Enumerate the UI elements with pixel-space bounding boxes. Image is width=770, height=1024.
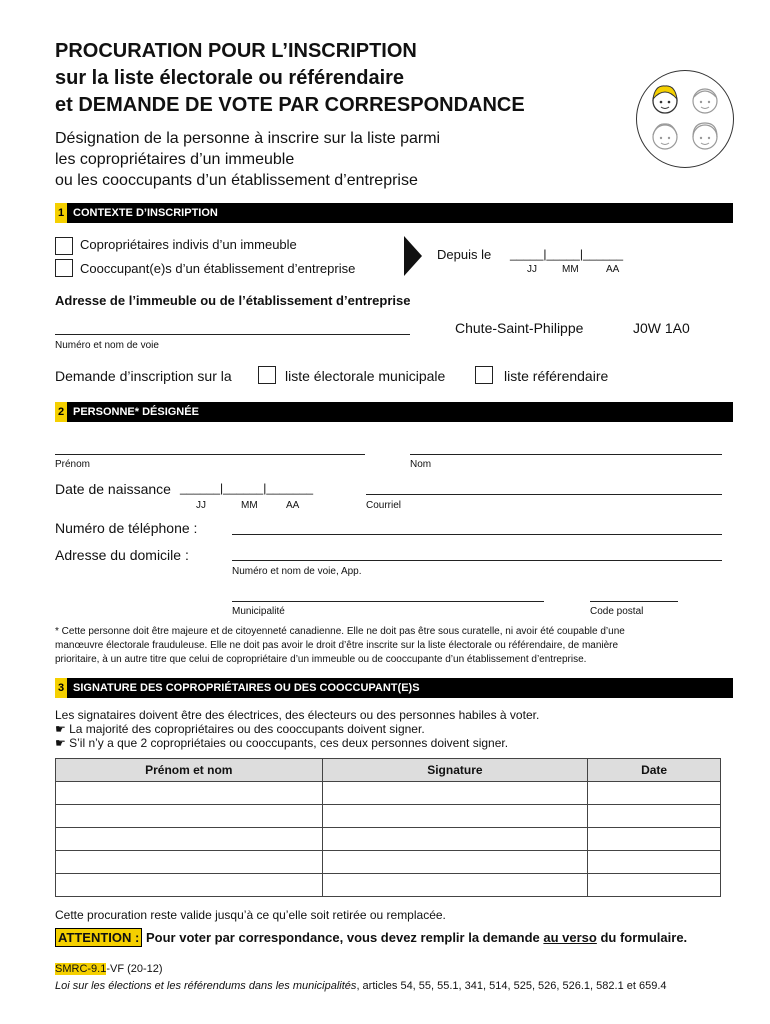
attention-text-underlined: au verso [543, 930, 597, 945]
signers-intro: Les signataires doivent être des électrices, des électeurs ou des personnes habiles à voter. [55, 708, 540, 722]
section-1-header [55, 203, 733, 223]
first-name-caption: Prénom [55, 459, 91, 470]
signature-cell[interactable] [322, 828, 588, 851]
subtitle-line-3: ou les cooccupants d’un établissement d’entreprise [55, 172, 418, 189]
column-header-date: Date [588, 759, 721, 782]
note-line-3: prioritaire, à un autre titre que celui de copropriétaire d’un immeuble ou de cooccupante d’un établissement d’entreprise. [55, 654, 587, 665]
municipality-caption: Municipalité [232, 606, 285, 617]
note-line-2: manœuvre électorale frauduleuse. Elle ne doit pas avoir le droit d’être inscrite sur la liste électorale ou référendaire, de manière [55, 640, 619, 651]
table-header-row [56, 759, 721, 782]
first-name-input-line[interactable] [55, 454, 365, 455]
section-3-header [55, 678, 733, 698]
title-line-3: et DEMANDE DE VOTE PAR CORRESPONDANCE [55, 94, 525, 116]
table-row [56, 782, 721, 805]
table-row [56, 874, 721, 897]
law-title: Loi sur les élections et les référendums dans les municipalités [55, 980, 357, 992]
four-faces-icon [636, 70, 734, 168]
date-cell[interactable] [588, 874, 721, 897]
phone-input-line[interactable] [232, 534, 722, 535]
email-caption: Courriel [366, 500, 402, 511]
checkbox-list-municipal[interactable] [258, 366, 276, 384]
attention-badge: ATTENTION : [55, 928, 142, 947]
subtitle-line-1: Désignation de la personne à inscrire sur la liste parmi [55, 130, 441, 147]
since-jj-caption: JJ [527, 264, 537, 275]
signature-cell[interactable] [322, 851, 588, 874]
section-1-number: 1 [55, 203, 67, 223]
birth-mm-caption: MM [241, 500, 258, 511]
city-value[interactable]: Chute-Saint-Philippe [455, 320, 584, 336]
section-2-title: PERSONNE* DÉSIGNÉE [73, 406, 199, 418]
since-mm-caption: MM [562, 264, 579, 275]
list-referendum-label: liste référendaire [504, 368, 609, 384]
bullet-2 [55, 736, 508, 750]
option-coproprietaires-label: Copropriétaires indivis d’un immeuble [80, 237, 297, 252]
birth-aa-caption: AA [286, 500, 300, 511]
date-cell[interactable] [588, 782, 721, 805]
postal-caption: Code postal [590, 606, 644, 617]
signature-cell[interactable] [322, 805, 588, 828]
name-cell[interactable] [56, 805, 323, 828]
bullet-2-text: S’il n’y a que 2 copropriétaies ou cooccupants, ces deux personnes doivent signer. [69, 736, 509, 750]
email-input-line[interactable] [366, 494, 722, 495]
bullet-1 [55, 722, 425, 736]
eligibility-note [55, 625, 730, 667]
birth-date-label: Date de naissance [55, 481, 171, 497]
section-2-number: 2 [55, 402, 67, 422]
postal-input-line[interactable] [590, 601, 678, 602]
subtitle-line-2: les copropriétaires d’un immeuble [55, 151, 295, 168]
form-subtitle [55, 128, 440, 191]
last-name-input-line[interactable] [410, 454, 722, 455]
form-title [55, 38, 525, 119]
postal-value[interactable]: J0W 1A0 [633, 320, 690, 336]
since-date-field[interactable]: _____|_____|______ [510, 247, 624, 261]
pointing-hand-icon: ☛ [55, 736, 66, 750]
birth-jj-caption: JJ [196, 500, 206, 511]
date-cell[interactable] [588, 805, 721, 828]
signature-cell[interactable] [322, 874, 588, 897]
form-code-highlight: SMRC-9.1 [55, 963, 107, 975]
name-cell[interactable] [56, 874, 323, 897]
section-3-title: SIGNATURE DES COPROPRIÉTAIRES OU DES COOCCUPANT(E)S [73, 682, 420, 694]
attention-message [146, 930, 687, 945]
list-municipal-label: liste électorale municipale [285, 368, 446, 384]
title-line-1: PROCURATION POUR L’INSCRIPTION [55, 40, 417, 62]
home-street-caption: Numéro et nom de voie, App. [232, 566, 362, 577]
last-name-caption: Nom [410, 459, 432, 470]
home-street-input-line[interactable] [232, 560, 722, 561]
bullet-1-text: La majorité des copropriétaires ou des cooccupants doivent signer. [69, 722, 425, 736]
attention-text-after: du formulaire. [600, 930, 688, 945]
section-1-title: CONTEXTE D’INSCRIPTION [73, 207, 218, 219]
note-line-1: * Cette personne doit être majeure et de citoyenneté canadienne. Elle ne doit pas être sous curatelle, ni avoir été coupable d’une [55, 626, 625, 637]
phone-label: Numéro de téléphone : [55, 520, 198, 536]
birth-date-field[interactable]: ______|______|_______ [180, 481, 314, 495]
table-row [56, 828, 721, 851]
request-label: Demande d’inscription sur la [55, 368, 232, 384]
law-articles: , articles 54, 55, 55.1, 341, 514, 525, 526, 526.1, 582.1 et 659.4 [356, 980, 667, 992]
street-input-line[interactable] [55, 334, 410, 335]
checkbox-list-referendum[interactable] [475, 366, 493, 384]
checkbox-cooccupants[interactable] [55, 259, 73, 277]
name-cell[interactable] [56, 782, 323, 805]
form-code [55, 963, 163, 975]
pointing-hand-icon: ☛ [55, 722, 66, 736]
form-code-rest: -VF (20-12) [106, 963, 163, 975]
column-header-name: Prénom et nom [56, 759, 323, 782]
option-cooccupants-label: Cooccupant(e)s d’un établissement d’entreprise [80, 261, 356, 276]
municipality-input-line[interactable] [232, 601, 544, 602]
attention-text-before: Pour voter par correspondance, vous devez remplir la demande [146, 930, 540, 945]
title-line-2: sur la liste électorale ou référendaire [55, 67, 405, 89]
right-arrow-icon [404, 236, 422, 281]
table-row [56, 805, 721, 828]
name-cell[interactable] [56, 851, 323, 874]
name-cell[interactable] [56, 828, 323, 851]
home-address-label: Adresse du domicile : [55, 547, 189, 563]
table-row [56, 851, 721, 874]
since-aa-caption: AA [606, 264, 620, 275]
date-cell[interactable] [588, 828, 721, 851]
since-label: Depuis le [437, 247, 492, 262]
section-2-header [55, 402, 733, 422]
section-3-number: 3 [55, 678, 67, 698]
validity-note: Cette procuration reste valide jusqu’à ce qu’elle soit retirée ou remplacée. [55, 908, 446, 922]
checkbox-coproprietaires[interactable] [55, 237, 73, 255]
law-reference [55, 980, 667, 992]
street-caption: Numéro et nom de voie [55, 340, 159, 351]
signature-cell[interactable] [322, 782, 588, 805]
signature-table [55, 758, 721, 897]
column-header-signature: Signature [322, 759, 588, 782]
date-cell[interactable] [588, 851, 721, 874]
address-heading: Adresse de l’immeuble ou de l’établissement d’entreprise [55, 293, 411, 308]
